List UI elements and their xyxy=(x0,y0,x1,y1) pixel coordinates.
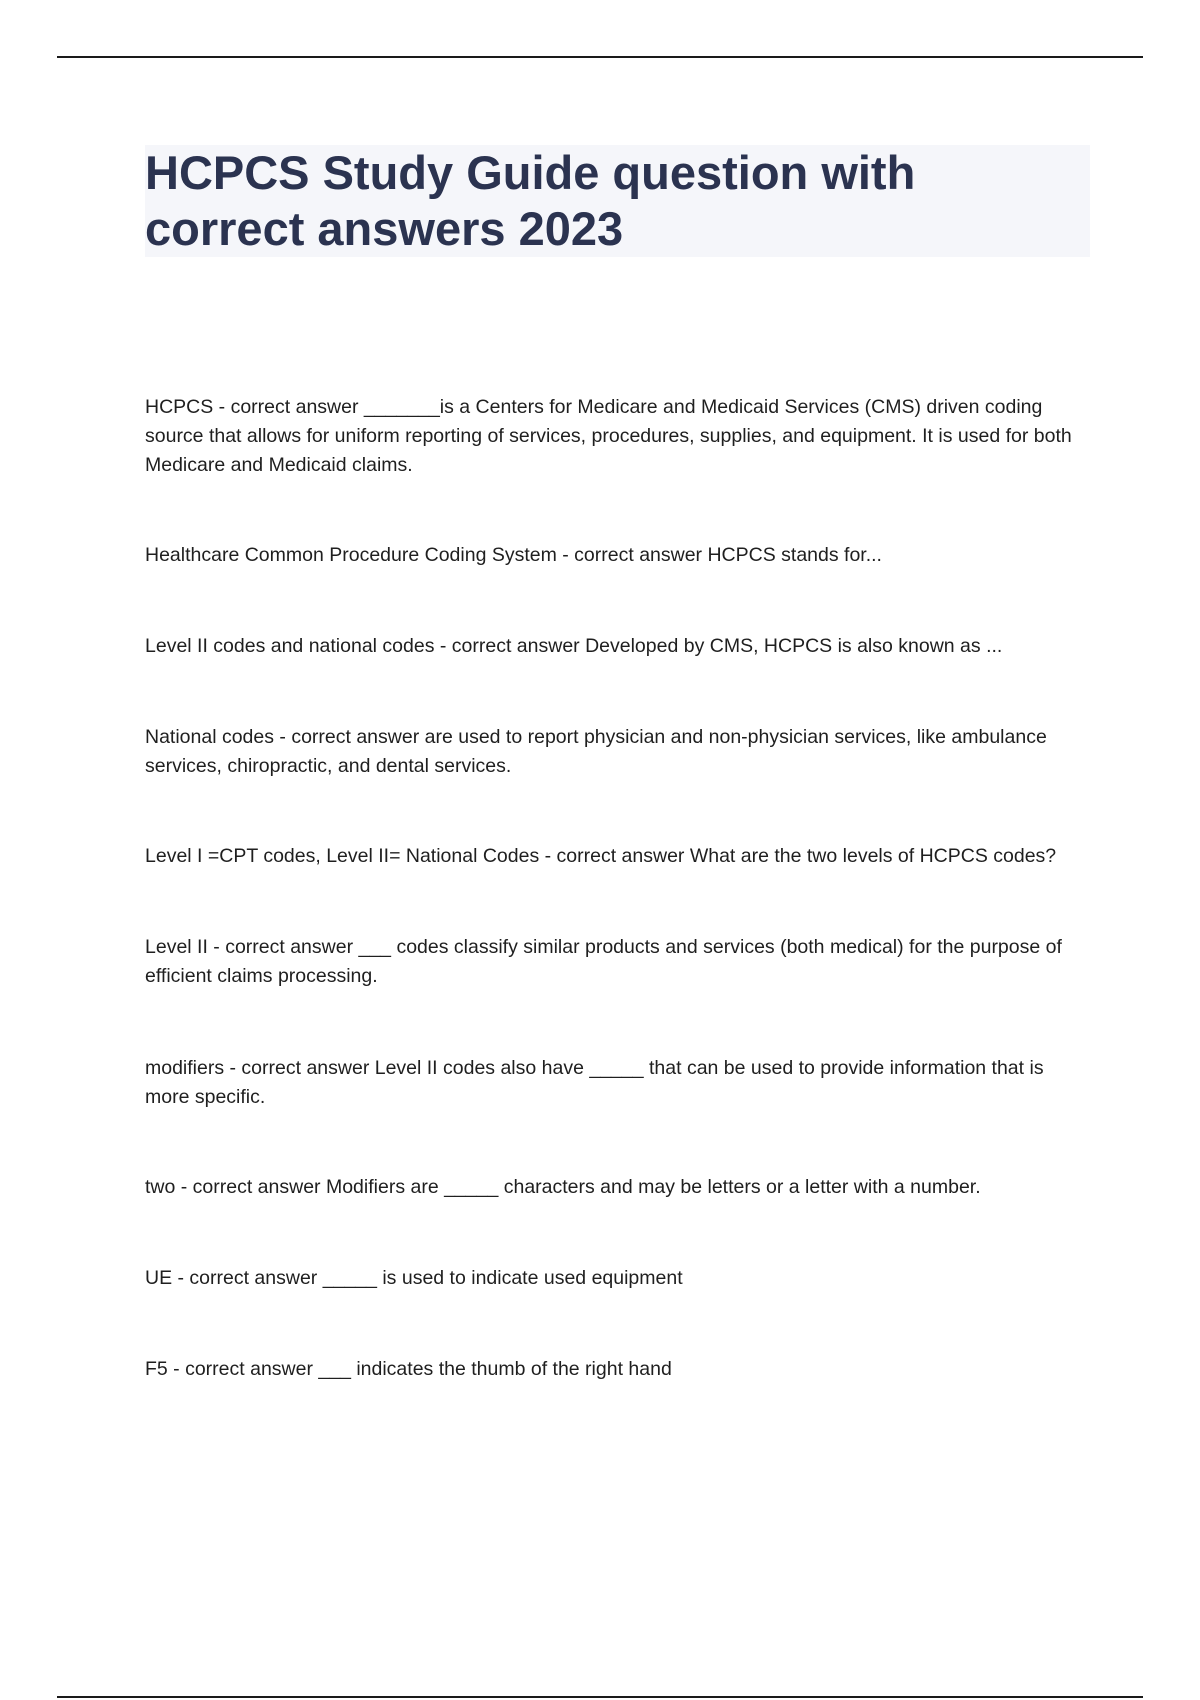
qa-item-2: Healthcare Common Procedure Coding System - correct answer HCPCS stands for... xyxy=(145,544,882,566)
qa-item-8: two - correct answer Modifiers are _____ characters and may be letters or a letter with a number. xyxy=(145,1176,981,1198)
header-divider xyxy=(57,56,1143,58)
qa-item-7: modifiers - correct answer Level II codes also have _____ that can be used to provide information that is more specific. xyxy=(145,1057,1044,1108)
document-title: HCPCS Study Guide question with correct answers 2023 xyxy=(145,146,916,255)
qa-item-3: Level II codes and national codes - correct answer Developed by CMS, HCPCS is also known as ... xyxy=(145,635,1003,657)
qa-item-5: Level I =CPT codes, Level II= National Codes - correct answer What are the two levels of HCPCS codes? xyxy=(145,845,1057,867)
qa-item-1: HCPCS - correct answer _______is a Centers for Medicare and Medicaid Services (CMS) driven coding source that allows for uniform reporting of services, procedures, supplies, and equipment. It is used for both Medicare and Medicaid claims. xyxy=(145,396,1072,476)
qa-item-4: National codes - correct answer are used to report physician and non-physician services, like ambulance services, chiropractic, and dental services. xyxy=(145,726,1047,777)
qa-item-9: UE - correct answer _____ is used to indicate used equipment xyxy=(145,1267,683,1289)
title-banner xyxy=(145,145,1090,257)
qa-item-10: F5 - correct answer ___ indicates the thumb of the right hand xyxy=(145,1358,672,1380)
footer-divider xyxy=(57,1696,1143,1698)
qa-item-6: Level II - correct answer ___ codes classify similar products and services (both medical) for the purpose of efficient claims processing. xyxy=(145,936,1062,987)
